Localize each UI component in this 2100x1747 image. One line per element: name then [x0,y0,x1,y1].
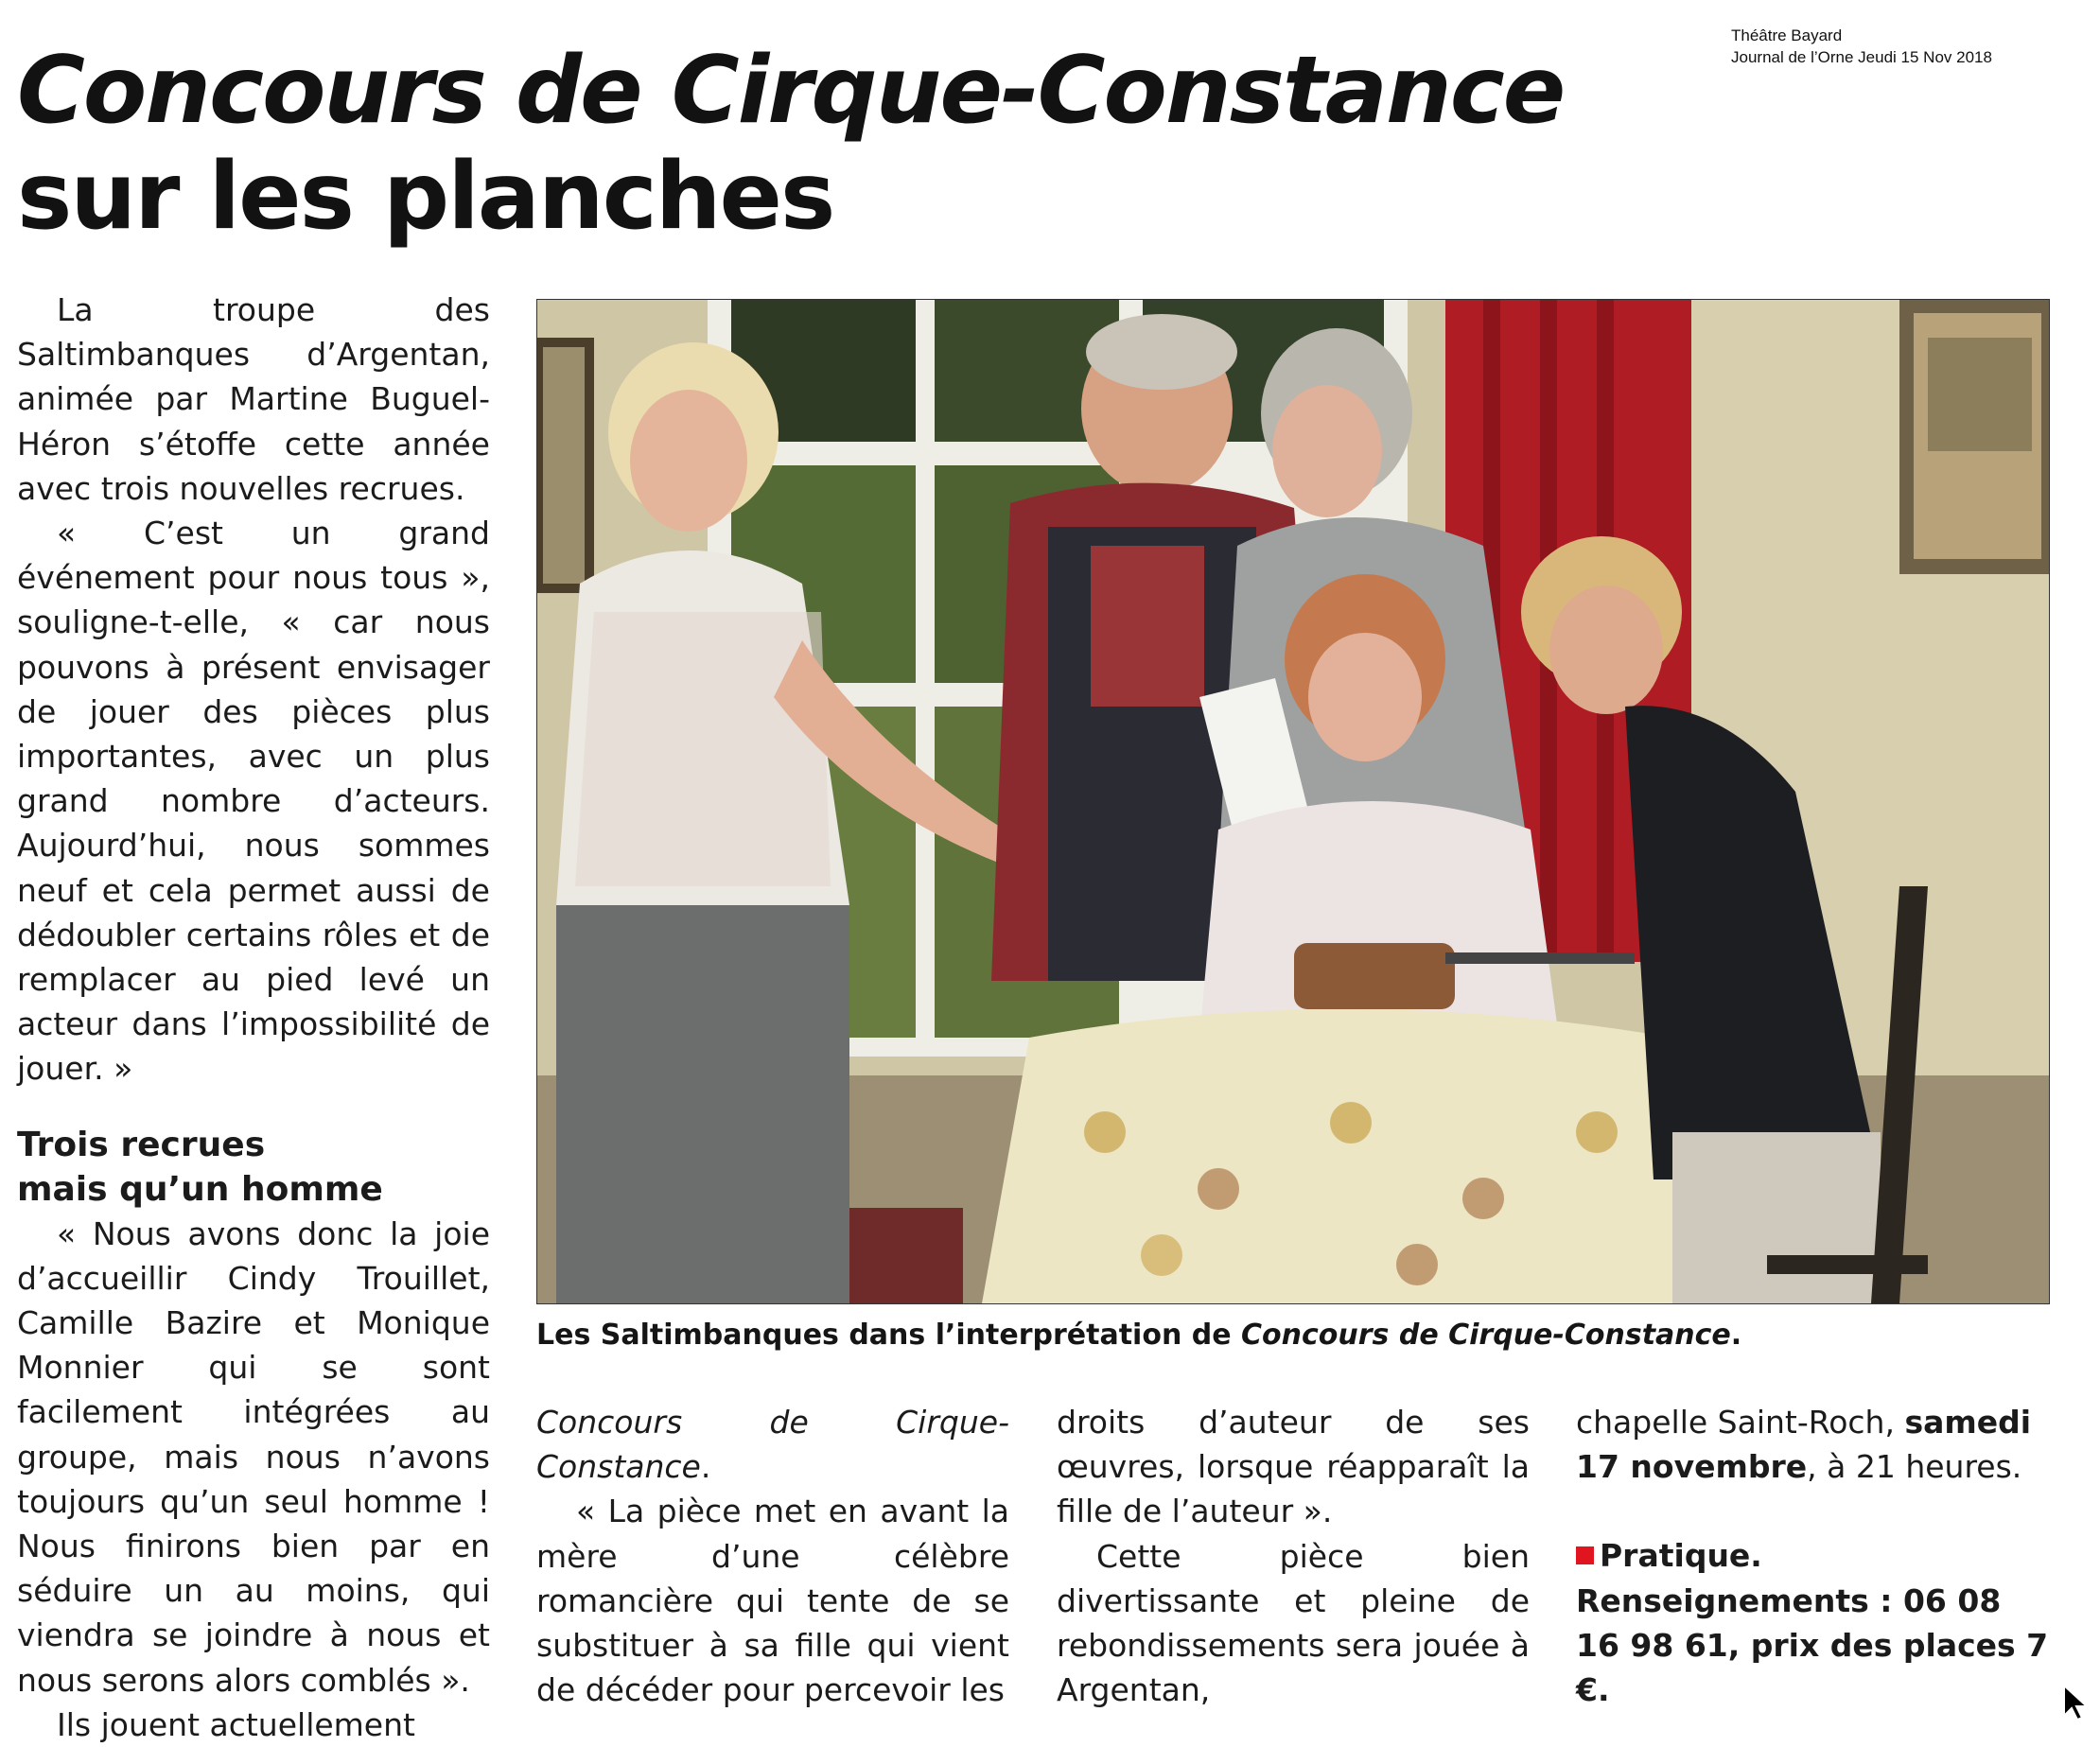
photo-caption [536,1315,2048,1356]
publication-source [1731,25,1992,68]
play-title-line [536,1400,1009,1489]
paragraph-intro: La troupe des Saltimbanques d’Argentan, animée par Martine Buguel-Héron s’étoffe cette année avec trois nouvelles recrues. [17,291,490,507]
performance-time: , à 21 heures. [1807,1448,2022,1486]
article-column-3 [1057,1400,1530,1712]
paragraph-continued: Ils jouent actuellement [57,1705,415,1743]
caption-play-title: Concours de Cirque-Constance [1241,1319,1731,1352]
subheading-line-2: mais qu’un homme [17,1169,383,1209]
caption-text: Les Saltimbanques dans l’interprétation de [536,1319,1242,1352]
red-square-icon [1576,1546,1594,1564]
performance-date: samedi 17 novembre [1576,1404,2032,1486]
subheading [17,1123,490,1212]
subheading-line-1: Trois recrues [17,1125,266,1164]
mouse-cursor-icon [2062,1684,2091,1725]
paragraph-venue: Cette pièce bien divertissante et pleine de rebondissements sera jouée à Argentan, [1057,1537,1530,1709]
source-date: Journal de l’Orne Jeudi 15 Nov 2018 [1731,48,1992,66]
paragraph-synopsis-end: droits d’auteur de ses œuvres, lorsque réapparaît la fille de l’auteur ». [1057,1404,1530,1530]
article-column-2 [536,1400,1009,1712]
paragraph-synopsis: « La pièce met en avant la mère d’une célèbre romancière qui tente de se substituer à sa fille qui vient de décéder pour percevoir les [536,1493,1009,1709]
practical-info [1576,1533,2049,1712]
troupe-photo [536,299,2050,1304]
headline [17,38,1682,250]
play-title: Concours de Cirque-Constance [536,1404,1009,1486]
paragraph-date [1576,1400,2049,1489]
paragraph-recruits: « Nous avons donc la joie d’accueillir Cindy Trouillet, Camille Bazire et Monique Monnier qui se sont facilement intégrées au groupe, mais nous n’avons toujours qu’un seul homme ! Nous finirons bien par en séduire un au moins, qui viendra se joindre à nous et nous serons alors comblés ». [17,1214,490,1699]
play-title-suffix: . [700,1448,711,1486]
practical-text: Pratique. Renseignements : 06 08 16 98 61, prix des places 7 €. [1576,1537,2049,1709]
caption-suffix: . [1730,1319,1742,1352]
paragraph-quote: « C’est un grand événement pour nous tous », souligne-t-elle, « car nous pouvons à présent envisager de jouer des pièces plus importantes, avec un plus grand nombre d’acteurs. Aujourd’hui, nous sommes neuf et cela permet aussi de dédoubler certains rôles et de remplacer au pied levé un acteur dans l’impossibilité de jouer. » [17,515,490,1088]
article-column-4 [1576,1400,2049,1712]
headline-line-1: Concours de Cirque-Constance [17,37,1565,145]
headline-line-2: sur les planches [17,143,834,251]
source-title: Théâtre Bayard [1731,26,1843,44]
venue-text: chapelle Saint-Roch, [1576,1404,1905,1441]
article-column-1 [17,288,490,1747]
